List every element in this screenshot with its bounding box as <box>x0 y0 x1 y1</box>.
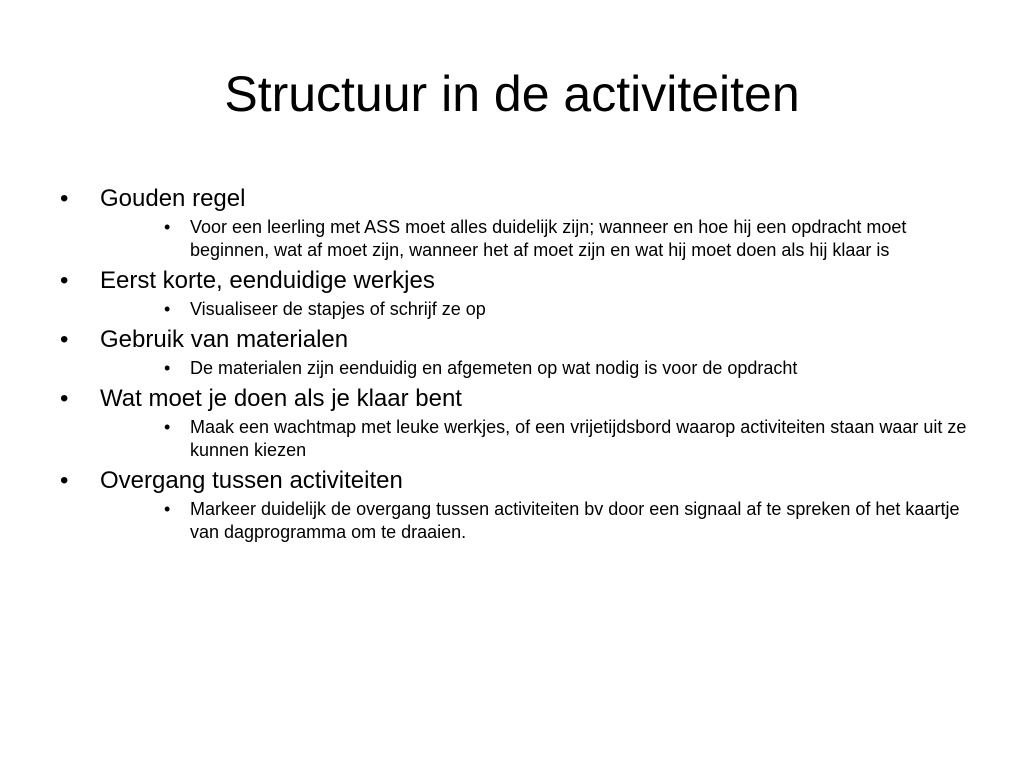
bullet-list <box>60 180 980 546</box>
bullet-icon: • <box>164 358 171 378</box>
bullet-item <box>60 323 980 357</box>
bullet-text: Gebruik van materialen <box>100 326 349 353</box>
bullet-icon: • <box>60 467 69 494</box>
bullet-item <box>60 182 980 216</box>
bullet-item <box>60 264 980 298</box>
sub-list <box>60 416 980 462</box>
bullet-icon: • <box>164 299 171 319</box>
sub-bullet-text: De materialen zijn eenduidig en afgemeten op wat nodig is voor de opdracht <box>190 358 798 378</box>
bullet-icon: • <box>60 326 69 353</box>
sub-list <box>60 357 980 380</box>
bullet-text: Overgang tussen activiteiten <box>100 467 403 494</box>
slide-title: Structuur in de activiteiten <box>224 66 800 122</box>
bullet-text: Eerst korte, eenduidige werkjes <box>100 267 435 294</box>
sub-list-wrapper <box>60 498 980 544</box>
bullet-icon: • <box>164 499 171 519</box>
sub-list-wrapper <box>60 416 980 462</box>
sub-bullet-item <box>60 498 980 544</box>
bullet-icon: • <box>164 417 171 437</box>
sub-list <box>60 498 980 544</box>
sub-list-wrapper <box>60 357 980 380</box>
bullet-text: Gouden regel <box>100 185 246 212</box>
sub-list-wrapper <box>60 216 980 262</box>
sub-bullet-text: Maak een wachtmap met leuke werkjes, of een vrijetijdsbord waarop activiteiten staan waar uit ze kunnen kiezen <box>190 417 967 460</box>
sub-bullet-item <box>60 216 980 262</box>
bullet-icon: • <box>164 217 171 237</box>
bullet-text: Wat moet je doen als je klaar bent <box>100 385 462 412</box>
sub-bullet-item <box>60 298 980 321</box>
sub-bullet-text: Visualiseer de stapjes of schrijf ze op <box>190 299 486 319</box>
bullet-item <box>60 464 980 498</box>
sub-list-wrapper <box>60 298 980 321</box>
sub-bullet-item <box>60 357 980 380</box>
sub-bullet-item <box>60 416 980 462</box>
bullet-item <box>60 382 980 416</box>
sub-bullet-text: Markeer duidelijk de overgang tussen activiteiten bv door een signaal af te spreken of het kaartje van dagprogramma om te draaien. <box>190 499 960 542</box>
bullet-icon: • <box>60 185 69 212</box>
sub-bullet-text: Voor een leerling met ASS moet alles duidelijk zijn; wanneer en hoe hij een opdracht moet beginnen, wat af moet zijn, wanneer het af moet zijn en wat hij moet doen als hij klaar is <box>190 217 907 260</box>
bullet-icon: • <box>60 385 69 412</box>
sub-list <box>60 216 980 262</box>
bullet-icon: • <box>60 267 69 294</box>
sub-list <box>60 298 980 321</box>
